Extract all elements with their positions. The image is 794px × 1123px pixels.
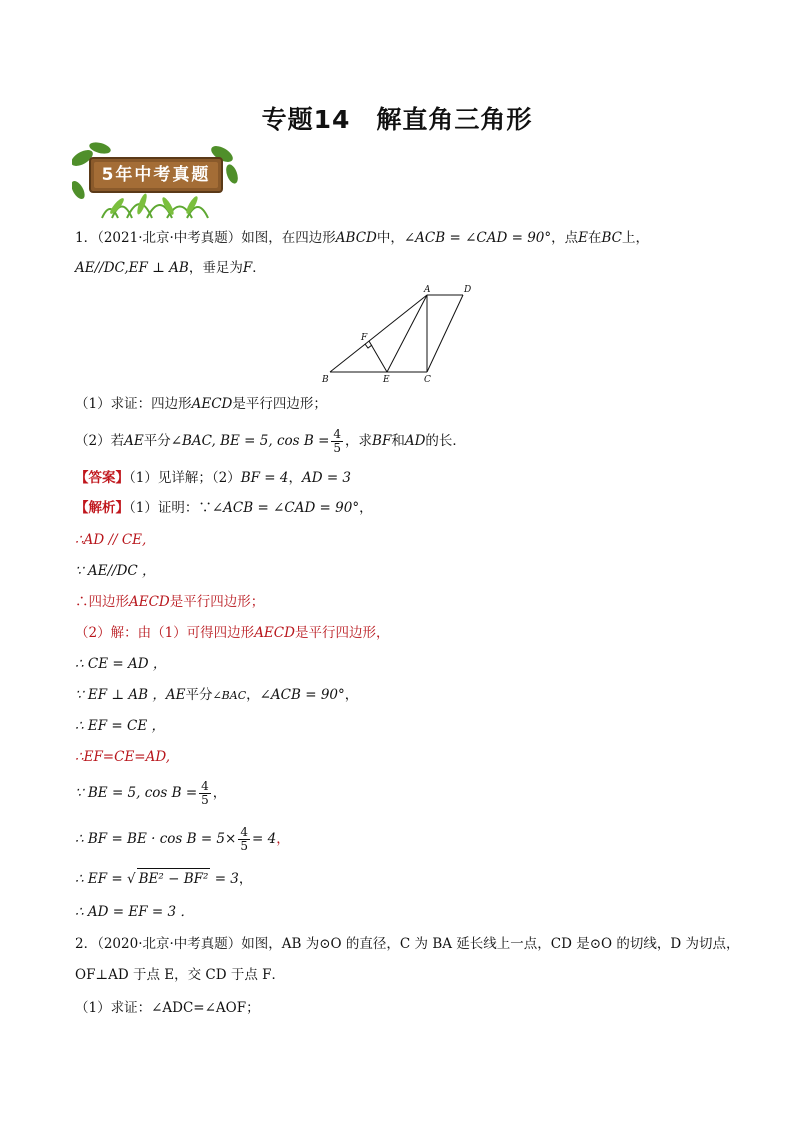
q1-stem-line2: AE//DC,EF ⊥ AB，垂足为F．: [75, 260, 266, 276]
label-f: F: [361, 333, 368, 343]
q1-stem-line1: 1．（2021·北京·中考真题）如图，在四边形ABCD中，∠ACB = ∠CAD = 90°，点E在BC上，: [75, 230, 649, 246]
label-d: D: [464, 285, 472, 295]
q2-stem-line1: 2．（2020·北京·中考真题）如图，AB 为⊙O 的直径，C 为 BA 延长线上一点，CD 是⊙O 的切线，D 为切点，: [75, 936, 740, 952]
geometry-figure: [318, 282, 478, 390]
q1-step4: （2）解：由（1）可得四边形AECD是平行四边形，: [75, 625, 390, 641]
q1-step1: ∴AD // CE,: [75, 532, 147, 548]
q1-step10: ∴ BF = BE · cos B = 5× $\frac{4}{5}$ = 4，: [75, 825, 290, 853]
q1-step12: ∴ AD = EF = 3 ．: [75, 904, 194, 920]
q1-step5: ∴ CE = AD ，: [75, 656, 167, 672]
q1-step8: ∴EF=CE=AD,: [75, 749, 171, 765]
q2-stem-line2: OF⊥AD 于点 E，交 CD 于点 F．: [75, 967, 286, 983]
label-b: B: [322, 375, 329, 385]
label-e: E: [383, 375, 390, 385]
q1-step6: ∵ EF ⊥ AB ，AE平分∠BAC，∠ACB = 90°，: [75, 687, 359, 703]
label-c: C: [424, 375, 431, 385]
q1-step11: ∴ EF = √ BE² − BF² = 3，: [75, 868, 252, 889]
q1-step7: ∴ EF = CE ，: [75, 718, 165, 734]
q1-step3: ∴四边形AECD是平行四边形；: [75, 594, 265, 610]
q1-step9: ∵ BE = 5, cos B = $\frac{4}{5}$ ，: [75, 779, 227, 807]
q2-part1: （1）求证：∠ADC=∠AOF；: [75, 1000, 260, 1016]
q1-part1: （1）求证：四边形AECD是平行四边形；: [75, 396, 327, 412]
badge-text: 5年中考真题: [101, 165, 211, 185]
q1-answer: 【答案】（1）见详解；（2）BF = 4，AD = 3: [75, 470, 352, 486]
label-a: A: [424, 285, 431, 295]
q1-part2: （2）若AE平分∠BAC, BE = 5, cos B = $\frac{4}{5}$ ，求BF和AD的长．: [75, 427, 466, 455]
section-badge: [72, 140, 240, 220]
q1-analysis: 【解析】（1）证明：∵∠ACB = ∠CAD = 90°，: [75, 500, 373, 516]
q1-step2: ∵ AE//DC ，: [75, 563, 156, 579]
page-title: 专题14 解直角三角形: [261, 105, 533, 134]
